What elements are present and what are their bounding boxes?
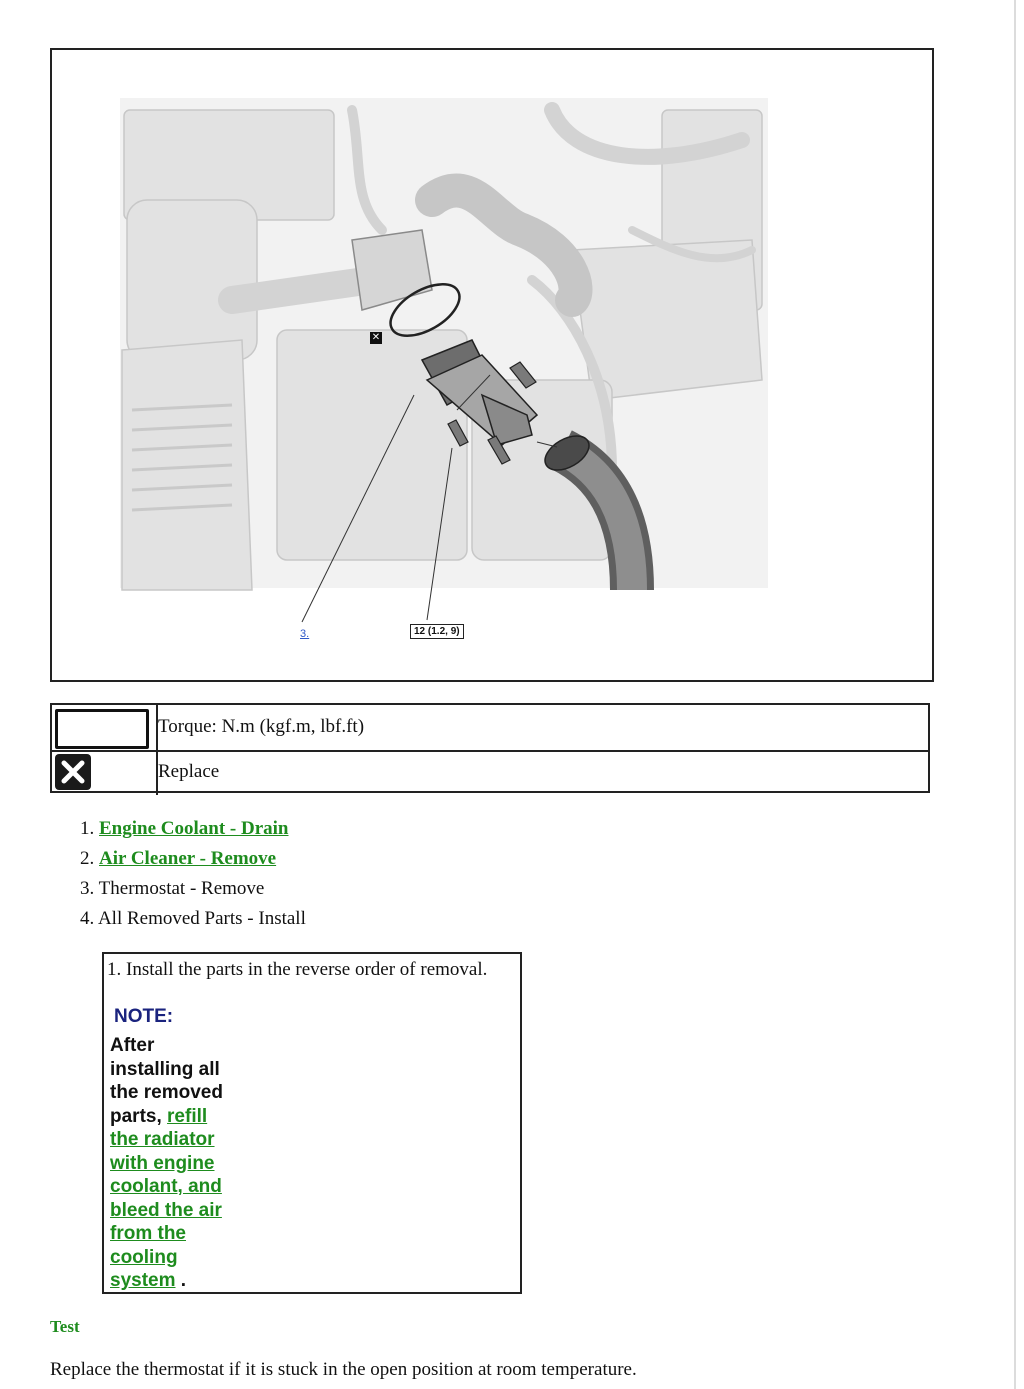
note-text: After installing all the removed parts, xyxy=(110,1035,223,1127)
legend-table xyxy=(50,703,930,793)
procedure-steps xyxy=(80,818,306,938)
step-number: 4. xyxy=(80,908,95,929)
note-title: NOTE: xyxy=(114,1006,174,1027)
page-edge-rule xyxy=(1014,0,1016,1389)
replace-icon: ✕ xyxy=(371,332,381,343)
note-end: . xyxy=(180,1270,187,1291)
note-body xyxy=(110,1034,240,1293)
list-item xyxy=(80,818,306,848)
refill-radiator-link[interactable]: refill the radiator with engine coolant, and bleed the air from the cooling system xyxy=(110,1105,222,1291)
step-label: All Removed Parts - Install xyxy=(97,908,306,929)
replace-icon xyxy=(55,754,91,790)
step-number: 3. xyxy=(80,878,95,899)
thermostat-figure xyxy=(50,48,934,682)
step-label: Thermostat - Remove xyxy=(98,878,265,899)
torque-callout: 12 (1.2, 9) xyxy=(410,624,464,639)
torque-box-icon xyxy=(55,709,149,749)
step-link-air-cleaner-remove[interactable]: Air Cleaner - Remove xyxy=(99,848,277,869)
install-instruction: 1. Install the parts in the reverse order of removal. xyxy=(107,959,488,980)
test-text: Replace the thermostat if it is stuck in the open position at room temperature. xyxy=(50,1359,637,1380)
install-note-box xyxy=(102,952,522,1294)
legend-icon-cell xyxy=(52,750,158,795)
list-item xyxy=(80,908,306,938)
part-callout[interactable]: 3. xyxy=(300,628,310,640)
list-item xyxy=(80,878,306,908)
legend-row-torque xyxy=(52,705,928,752)
legend-icon-cell xyxy=(52,705,158,750)
engine-illustration xyxy=(52,50,932,680)
list-item xyxy=(80,848,306,878)
replace-legend-label: Replace xyxy=(158,761,220,782)
step-number: 2. xyxy=(80,848,95,869)
torque-legend-label: Torque: N.m (kgf.m, lbf.ft) xyxy=(158,716,365,737)
step-number: 1. xyxy=(80,818,95,839)
test-heading: Test xyxy=(50,1317,80,1336)
step-link-engine-coolant-drain[interactable]: Engine Coolant - Drain xyxy=(99,818,289,839)
legend-row-replace xyxy=(52,750,928,795)
